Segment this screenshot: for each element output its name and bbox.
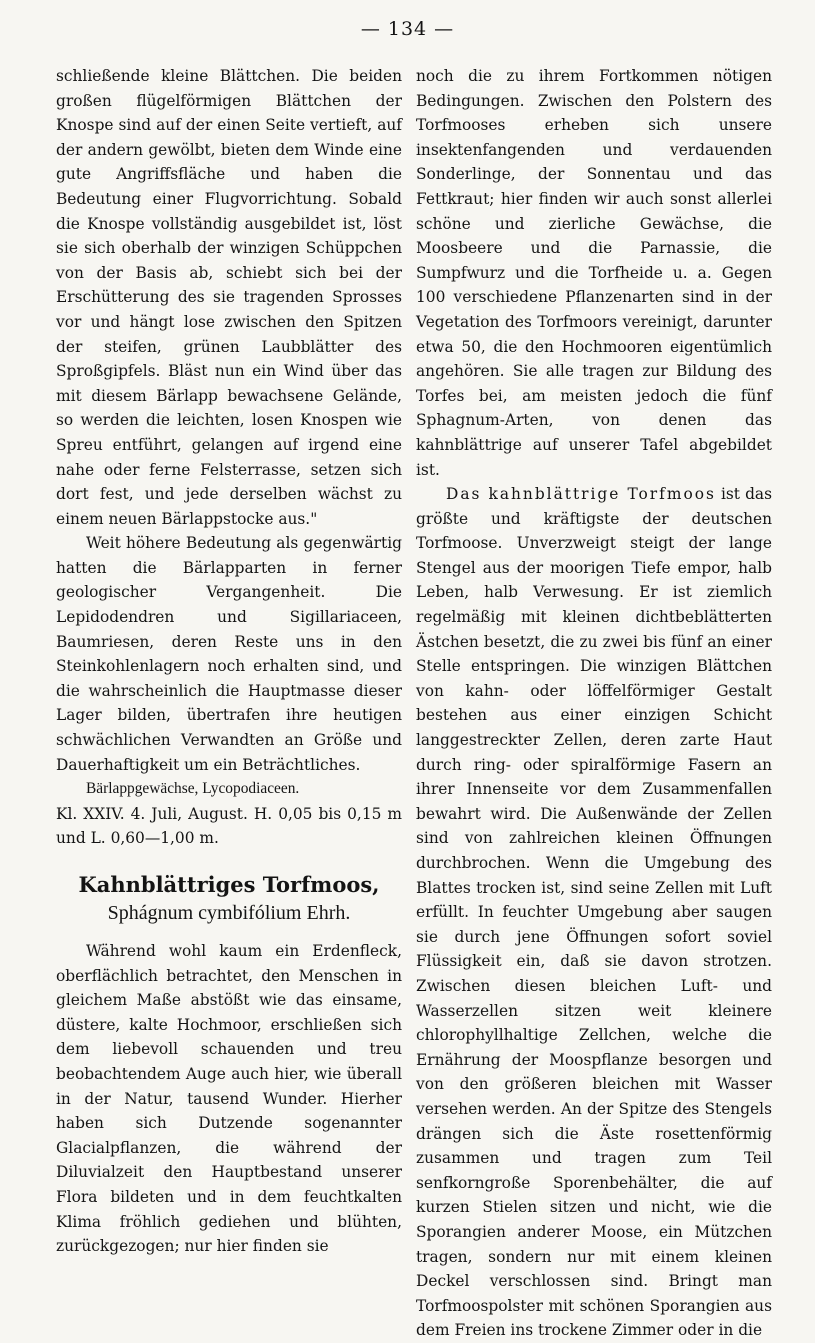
- species-heading: [56, 871, 402, 927]
- paragraph-body: ist das größte und kräftigste der deutschen Torfmoose. Unverzweigt steigt der lange Stengel aus der moorigen Tiefe empor, halb Leben, halb Verwesung. Er ist ziemlich regelmäßig mit kleinen dichtbeblätterten Ästchen besetzt, die zu zwei bis fünf an einer Stelle entspringen. Die winzigen Blättchen von kahn- oder löffelförmiger Gestalt bestehen aus einer einzigen Schicht langgestreckter Zellen, deren zarte Haut durch ring- oder spiralförmige Fasern an ihrer Innenseite vor dem Zusammenfallen bewahrt wird. Die Außenwände der Zellen sind von zahlreichen kleinen Öffnungen durchbrochen. Wenn die Umgebung des Blattes trocken ist, sind seine Zellen mit Luft erfüllt. In feuchter Umgebung aber saugen sie durch jene Öffnungen sofort soviel Flüssigkeit ein, daß sie davon strotzen. Zwischen diesen bleichen Luft- und Wasserzellen sitzen weit kleinere chlorophyllhaltige Zellchen, welche die Ernährung der Moospflanze besorgen und von den größeren bleichen mit Wasser versehen werden. An der Spitze des Stengels drängen sich die Äste rosettenförmig zusammen und tragen zum Teil senfkorngroße Sporenbehälter, die auf kurzen Stielen sitzen und nicht, wie die Sporangien anderer Moose, ein Mützchen tragen, sondern nur mit einem kleinen Deckel verschlossen sind. Bringt man Torfmoospolster mit schönen Sporangien aus dem Freien ins trockene Zimmer oder in die: [416, 485, 772, 1340]
- left-column: [56, 64, 402, 1259]
- paragraph: Während wohl kaum ein Erdenfleck, oberflächlich betrachtet, den Menschen in gleichem Maße abstößt wie das einsame, düstere, kalte Hochmoor, erschließen sich dem liebevoll schauenden und treu beobachtendem Auge auch hier, wie überall in der Natur, tausend Wunder. Hierher haben sich Dutzende sogenannter Glacialpflanzen, die während der Diluvialzeit den Hauptbestand unserer Flora bildeten und in dem feuchtkalten Klima fröhlich gediehen und blühten, zurückgezogen; nur hier finden sie: [56, 942, 402, 1256]
- species-name-german: Kahnblättriges Torfmoos,: [78, 872, 380, 897]
- paragraph-lead: Das kahnblättrige Torfmoos: [446, 485, 716, 504]
- right-column: [416, 64, 772, 1343]
- species-meta: Kl. XXIV. 4. Juli, August. H. 0,05 bis 0,15 m und L. 0,60—1,00 m.: [56, 804, 402, 848]
- family-line: Bärlappgewächse, Lycopodiaceen.: [86, 780, 300, 798]
- paragraph: [416, 482, 772, 1343]
- page-number: — 134 —: [360, 18, 455, 40]
- paragraph: schließende kleine Blättchen. Die beiden großen flügelförmigen Blättchen der Knospe sind auf der einen Seite vertieft, auf der andern gewölbt, bieten dem Winde eine gute Angriffsfläche und haben die Bedeutung einer Flugvorrichtung. Sobald die Knospe vollständig ausgebildet ist, löst sie sich oberhalb der winzigen Schüppchen von der Basis ab, schiebt sich bei der Erschütterung des sie tragenden Sprosses vor und hängt lose zwischen den Spitzen der steifen, grünen Laubblätter des Sproßgipfels. Bläst nun ein Wind über das mit diesem Bärlapp bewachsene Gelände, so werden die leichten, losen Knospen wie Spreu entführt, gelangen auf irgend eine nahe oder ferne Felsterrasse, setzen sich dort fest, und jede derselben wächst zu einem neuen Bärlappstocke aus.": [56, 67, 402, 528]
- paragraph: noch die zu ihrem Fortkommen nötigen Bedingungen. Zwischen den Polstern des Torfmooses erheben sich unsere insektenfangenden und verdauenden Sonderlinge, der Sonnentau und das Fettkraut; hier finden wir auch sonst allerlei schöne und zierliche Gewächse, die Moosbeere und die Parnassie, die Sumpfwurz und die Torfheide u. a. Gegen 100 verschiedene Pflanzenarten sind in der Vegetation des Torfmoors vereinigt, darunter etwa 50, die den Hochmooren eigentümlich angehören. Sie alle tragen zur Bildung des Torfes bei, am meisten jedoch die fünf Sphagnum-Arten, von denen das kahnblättrige auf unserer Tafel abgebildet ist.: [416, 67, 772, 479]
- species-name-latin: Sphágnum cymbifólium Ehrh.: [107, 902, 351, 924]
- paragraph: Weit höhere Bedeutung als gegenwärtig hatten die Bärlapparten in ferner geologischer Vergangenheit. Die Lepidodendren und Sigillariaceen, Baumriesen, deren Reste uns in den Steinkohlenlagern noch erhalten sind, und die wahrscheinlich die Hauptmasse dieser Lager bilden, übertrafen ihre heutigen schwächlichen Verwandten an Größe und Dauerhaftigkeit um ein Beträchtliches.: [56, 534, 402, 774]
